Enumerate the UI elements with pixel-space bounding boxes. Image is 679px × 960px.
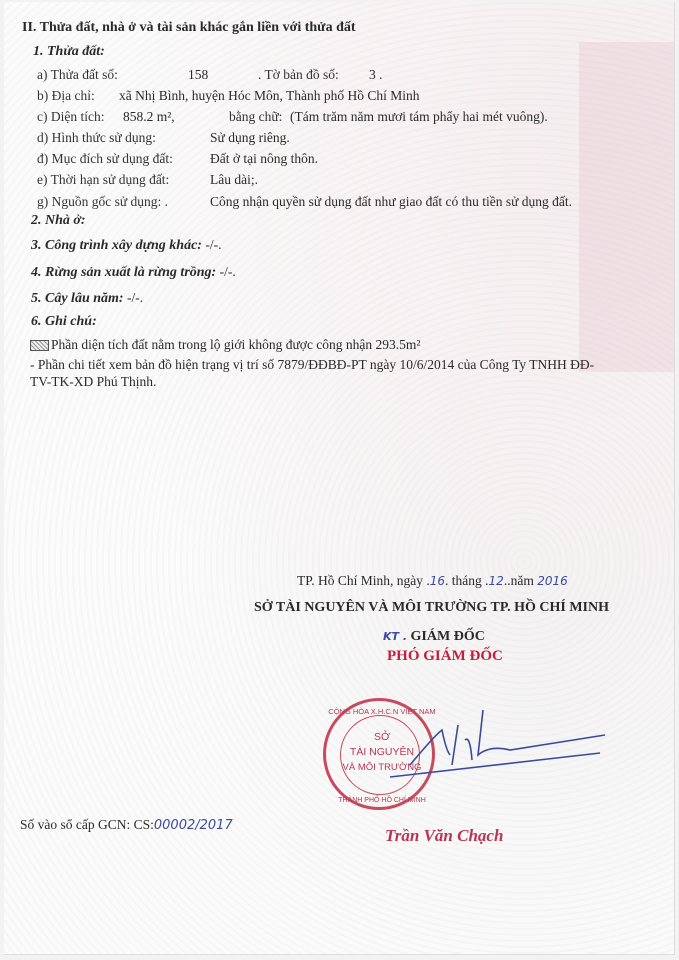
- address-label: b) Địa chỉ:: [37, 88, 95, 103]
- area-words: (Tám trăm năm mươi tám phẩy hai mét vuông).: [290, 109, 548, 124]
- note-line-2: - Phần chi tiết xem bản đồ hiện trạng vị trí số 7879/ĐĐBĐ-PT ngày 10/6/2014 của Công Ty TNHH ĐĐ-: [30, 357, 595, 372]
- signer-name: Trần Văn Chạch: [385, 826, 504, 845]
- land-heading: 1. Thửa đất:: [33, 44, 105, 59]
- parcel-number: 158: [188, 67, 209, 82]
- other-works-heading: 3. Công trình xây dựng khác:: [31, 238, 202, 253]
- notes-heading: 6. Ghi chú:: [31, 314, 97, 329]
- term-label: e) Thời hạn sử dụng đất:: [37, 172, 170, 187]
- map-sheet-label: . Tờ bản đồ số:: [258, 67, 339, 82]
- purpose-value: Đất ở tại nông thôn.: [210, 151, 318, 166]
- year-value: 2016: [537, 574, 568, 588]
- map-sheet-number: 3 .: [369, 67, 383, 82]
- area-label: c) Diện tích:: [37, 109, 105, 124]
- background-watermark: [579, 42, 674, 372]
- origin-label: g) Nguồn gốc sử dụng: .: [37, 194, 169, 209]
- place-date: TP. Hồ Chí Minh, ngày .16. tháng .12..năm 2016: [297, 573, 568, 588]
- hatched-area-legend-icon: [30, 340, 49, 351]
- day-value: 16: [429, 574, 446, 588]
- perennial-value: -/-.: [126, 290, 144, 305]
- seal-line-1: SỞ: [373, 731, 390, 743]
- area-value: 858.2 m²,: [123, 109, 175, 124]
- kt-prefix: KT .: [383, 630, 408, 643]
- purpose-label: đ) Mục đích sử dụng đất:: [37, 151, 173, 166]
- agency-name: SỞ TÀI NGUYÊN VÀ MÔI TRƯỜNG TP. HỒ CHÍ MINH: [254, 600, 609, 615]
- director-title: KT . GIÁM ĐỐC: [383, 629, 485, 644]
- forest-row: [31, 264, 236, 281]
- area-words-label: bằng chữ:: [229, 109, 283, 124]
- forest-value: -/-.: [219, 264, 236, 279]
- perennial-heading: 5. Cây lâu năm:: [31, 291, 124, 306]
- perennial-row: [31, 290, 143, 307]
- registry-number: Số vào sổ cấp GCN: CS:00002/2017: [20, 817, 233, 833]
- term-value: Lâu dài;.: [210, 172, 258, 187]
- seal-line-3: VÀ MÔI TRƯỜNG: [342, 762, 422, 773]
- address-value: xã Nhị Bình, huyện Hóc Môn, Thành phố Hồ Chí Minh: [119, 88, 420, 103]
- seal-line-2: TÀI NGUYÊN: [349, 746, 415, 758]
- seal-top-text: CỘNG HÒA X.H.C.N VIỆT NAM: [328, 707, 436, 716]
- section-title: II. Thửa đất, nhà ở và tài sản khác gắn liền với thửa đất: [22, 20, 356, 35]
- other-works-value: -/-.: [205, 237, 222, 252]
- seal-bottom-text: THÀNH PHỐ HỒ CHÍ MINH: [338, 797, 426, 804]
- deputy-title: PHÓ GIÁM ĐỐC: [387, 648, 503, 664]
- handwritten-signature: [380, 695, 610, 780]
- use-form-value: Sử dụng riêng.: [210, 130, 290, 145]
- month-value: 12: [488, 574, 504, 588]
- other-works-row: [31, 237, 221, 254]
- note-line-3: TV-TK-XD Phú Thịnh.: [30, 374, 157, 389]
- house-heading: 2. Nhà ở:: [31, 213, 86, 228]
- note-line-1: Phần diện tích đất nằm trong lộ giới không được công nhận 293.5m²: [30, 337, 420, 353]
- use-form-label: d) Hình thức sử dụng:: [37, 130, 156, 145]
- registry-value: 00002/2017: [153, 818, 233, 833]
- forest-heading: 4. Rừng sản xuất là rừng trồng:: [31, 265, 217, 280]
- parcel-label: a) Thửa đất số:: [37, 67, 118, 82]
- origin-value: Công nhận quyền sử dụng đất như giao đất có thu tiền sử dụng đất.: [210, 194, 573, 209]
